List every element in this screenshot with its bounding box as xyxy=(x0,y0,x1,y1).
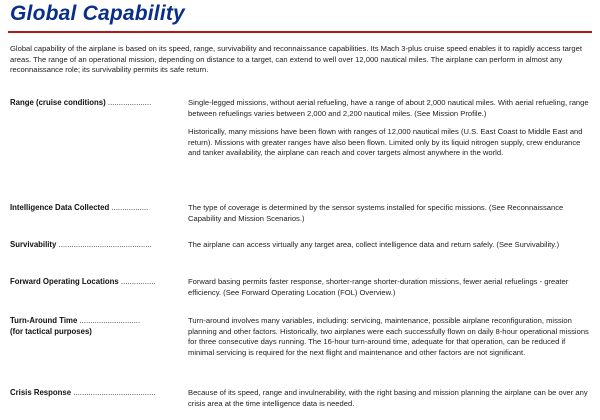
section-paragraph: Forward basing permits faster response, shorter-range shorter-duration missions, fewer aerial refuelings - greater efficiency. (See Forward Operating Location (FOL) Overview.) xyxy=(188,277,569,297)
section-label-text: Range (cruise conditions) xyxy=(10,98,106,107)
section-paragraph: Historically, many missions have been flown with ranges of 12,000 nautical miles (U.S. East Coast to Middle East and return). Missions with greater ranges have also been flown. Limited only by its liquid nitrogen supply, crew endurance and tanker availability, the airplane can reach and cover targets almost anywhere in the world. xyxy=(188,127,583,158)
section-body xyxy=(188,98,592,167)
title-underline-rule xyxy=(8,31,592,33)
section-paragraph: Because of its speed, range and invulnerability, with the right basing and mission planning the airplane can be over any crisis area at the time intelligence data is needed. xyxy=(188,388,588,408)
section-paragraph: Turn-around involves many variables, including: servicing, maintenance, possible airplane reconfiguration, mission planning and other factors. Historically, two airplanes were each successfully flown on daily 8-hour operational missions for three consecutive days running. The 16-hour turn-around time, adequate for that operation, can be reduced if minimal servicing is required for the next flight and maintenance and other factors are not significant. xyxy=(188,316,589,357)
leader-dots: ........................................... xyxy=(58,240,152,249)
leader-dots: ................ xyxy=(120,277,156,286)
section-label-text: Intelligence Data Collected xyxy=(10,203,110,212)
section-paragraph: Single-legged missions, without aerial refueling, have a range of about 2,000 nautical miles. With aerial refueling, range between refuelings varies between 2,000 and 2,200 nautical miles. (See Mission Profile.) xyxy=(188,98,589,118)
section-label xyxy=(10,388,180,399)
section-body xyxy=(188,203,592,232)
section-label xyxy=(10,203,180,214)
section-body xyxy=(188,388,592,417)
section-label-text: Crisis Response xyxy=(10,388,72,397)
section-label xyxy=(10,316,180,337)
section-label-text: Forward Operating Locations xyxy=(10,277,119,286)
leader-dots: ............................ xyxy=(79,316,141,325)
leader-dots: .................... xyxy=(107,98,152,107)
section-label xyxy=(10,240,180,251)
section-sublabel: (for tactical purposes) xyxy=(10,326,92,336)
page-title: Global Capability xyxy=(10,2,185,25)
section-paragraph: The airplane can access virtually any target area, collect intelligence data and return safely. (See Survivability.) xyxy=(188,240,560,249)
section-label xyxy=(10,277,180,288)
section-body xyxy=(188,316,592,366)
section-label-text: Survivability xyxy=(10,240,57,249)
leader-dots: ................. xyxy=(111,203,149,212)
section-body xyxy=(188,240,592,259)
intro-paragraph: Global capability of the airplane is based on its speed, range, survivability and reconnaissance capabilities. Its Mach 3-plus cruise speed enables it to rapidly access target areas. The range of an operational mission, depending on distance to a target, can extend to well over 12,000 nautical miles. The airplane can perform in almost any reconnaissance role; its survivability permits its safe return. xyxy=(10,44,582,75)
section-paragraph: The type of coverage is determined by the sensor systems installed for specific missions. (See Reconnaissance Capability and Mission Scenarios.) xyxy=(188,203,564,223)
section-label xyxy=(10,98,180,109)
leader-dots: ...................................... xyxy=(73,388,156,397)
section-body xyxy=(188,277,592,306)
section-label-text: Turn-Around Time xyxy=(10,316,78,325)
